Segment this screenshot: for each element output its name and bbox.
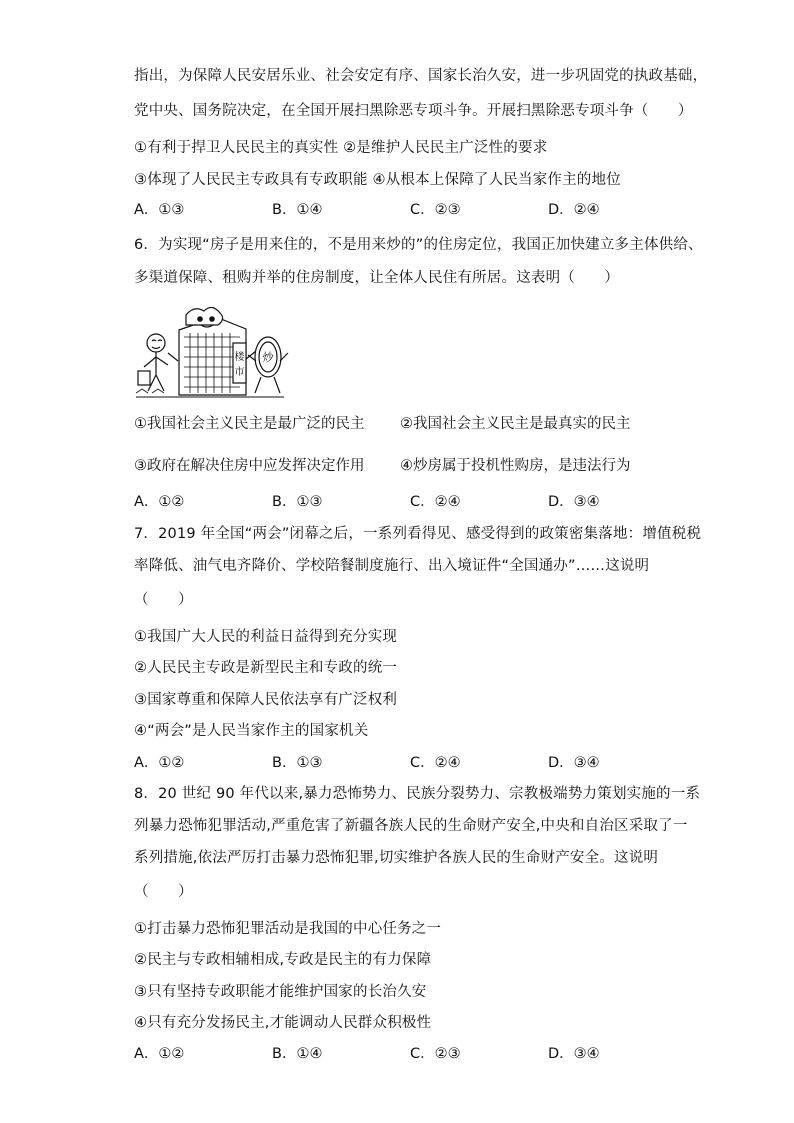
q6-statement-3: ③政府在解决住房中应发挥决定作用 — [134, 458, 365, 474]
q8-answer-parens: （ ） — [134, 884, 193, 900]
q6-option-c[interactable]: C．②④ — [410, 494, 461, 510]
q6-statements-1-2 — [134, 414, 654, 434]
q8-stem-line-3: 系列措施,依法严厉打击暴力恐怖犯罪,切实维护各族人民的生命财产安全。这说明 — [134, 850, 659, 866]
q7-statement-4: ④“两会”是人民当家作主的国家机关 — [134, 723, 369, 739]
q5-stem-line-1: 指出，为保障人民安居乐业、社会安定有序、国家长治久安，进一步巩固党的执政基础， — [134, 68, 708, 84]
q8-statement-4: ④只有充分发扬民主,才能调动人民群众积极性 — [134, 1015, 432, 1031]
q7-option-c[interactable]: C．②④ — [410, 755, 461, 771]
q7-option-a[interactable]: A．①② — [134, 755, 185, 771]
q8-statement-1: ①打击暴力恐怖犯罪活动是我国的中心任务之一 — [134, 921, 442, 937]
housing-cartoon-image — [134, 305, 292, 400]
q8-statement-3: ③只有坚持专政职能才能维护国家的长治久安 — [134, 984, 427, 1000]
q5-options — [134, 200, 634, 220]
q8-stem-line-2: 列暴力恐怖犯罪活动,严重危害了新疆各族人民的生命财产安全,中央和自治区采取了一 — [134, 818, 688, 834]
q7-statement-3: ③国家尊重和保障人民依法享有广泛权利 — [134, 692, 398, 708]
q7-statement-1: ①我国广大人民的利益日益得到充分实现 — [134, 629, 398, 645]
q6-stem-line-1: 6．为实现“房子是用来住的，不是用来炒的”的住房定位，我国正加快建立多主体供给、 — [134, 237, 703, 253]
q5-statements-3-4: ③体现了人民民主专政具有专政职能 ④从根本上保障了人民当家作主的地位 — [134, 172, 621, 188]
q8-stem-line-1: 8．20 世纪 90 年代以来,暴力恐怖势力、民族分裂势力、宗教极端势力策划实施的一系 — [134, 786, 701, 802]
q7-stem-line-1: 7．2019 年全国“两会”闭幕之后，一系列看得见、感受得到的政策密集落地：增值税税 — [134, 526, 702, 542]
coin-label: 炒 — [262, 351, 274, 364]
q7-stem-line-2: 率降低、油气电齐降价、学校陪餐制度施行、出入境证件“全国通办”……这说明 — [134, 558, 650, 574]
q6-options — [134, 492, 634, 512]
q6-option-b[interactable]: B．①③ — [272, 494, 323, 510]
q8-statement-2: ②民主与专政相辅相成,专政是民主的有力保障 — [134, 952, 432, 968]
q5-option-d[interactable]: D．②④ — [548, 202, 600, 218]
q5-option-c[interactable]: C．②③ — [410, 202, 461, 218]
q8-option-c[interactable]: C．②③ — [410, 1046, 461, 1062]
q8-option-a[interactable]: A．①② — [134, 1046, 185, 1062]
q6-statement-1: ①我国社会主义民主是最广泛的民主 — [134, 416, 365, 432]
q7-option-b[interactable]: B．①③ — [272, 755, 323, 771]
q8-option-b[interactable]: B．①④ — [272, 1046, 323, 1062]
building-sign-char-2: 市 — [234, 367, 245, 378]
q5-option-a[interactable]: A．①③ — [134, 202, 185, 218]
q7-statement-2: ②人民民主专政是新型民主和专政的统一 — [134, 660, 398, 676]
q6-statements-3-4 — [134, 456, 654, 476]
q7-options — [134, 753, 634, 773]
q6-stem-line-2: 多渠道保障、租购并举的住房制度，让全体人民住有所居。这表明（ ） — [134, 270, 620, 286]
q7-option-d[interactable]: D．③④ — [548, 755, 600, 771]
q6-statement-4: ④炒房属于投机性购房，是违法行为 — [400, 458, 631, 474]
q5-stem-line-2: 党中央、国务院决定，在全国开展扫黑除恶专项斗争。开展扫黑除恶专项斗争（ ） — [134, 103, 693, 119]
q8-options — [134, 1044, 634, 1064]
q6-option-a[interactable]: A．①② — [134, 494, 185, 510]
q7-answer-parens: （ ） — [134, 592, 193, 608]
q5-option-b[interactable]: B．①④ — [272, 202, 323, 218]
q6-statement-2: ②我国社会主义民主是最真实的民主 — [400, 416, 631, 432]
q5-statements-1-2: ①有利于捍卫人民民主的真实性 ②是维护人民民主广泛性的要求 — [134, 140, 548, 156]
q6-option-d[interactable]: D．③④ — [548, 494, 600, 510]
q8-option-d[interactable]: D．③④ — [548, 1046, 600, 1062]
building-sign-char-1: 楼 — [234, 352, 245, 363]
